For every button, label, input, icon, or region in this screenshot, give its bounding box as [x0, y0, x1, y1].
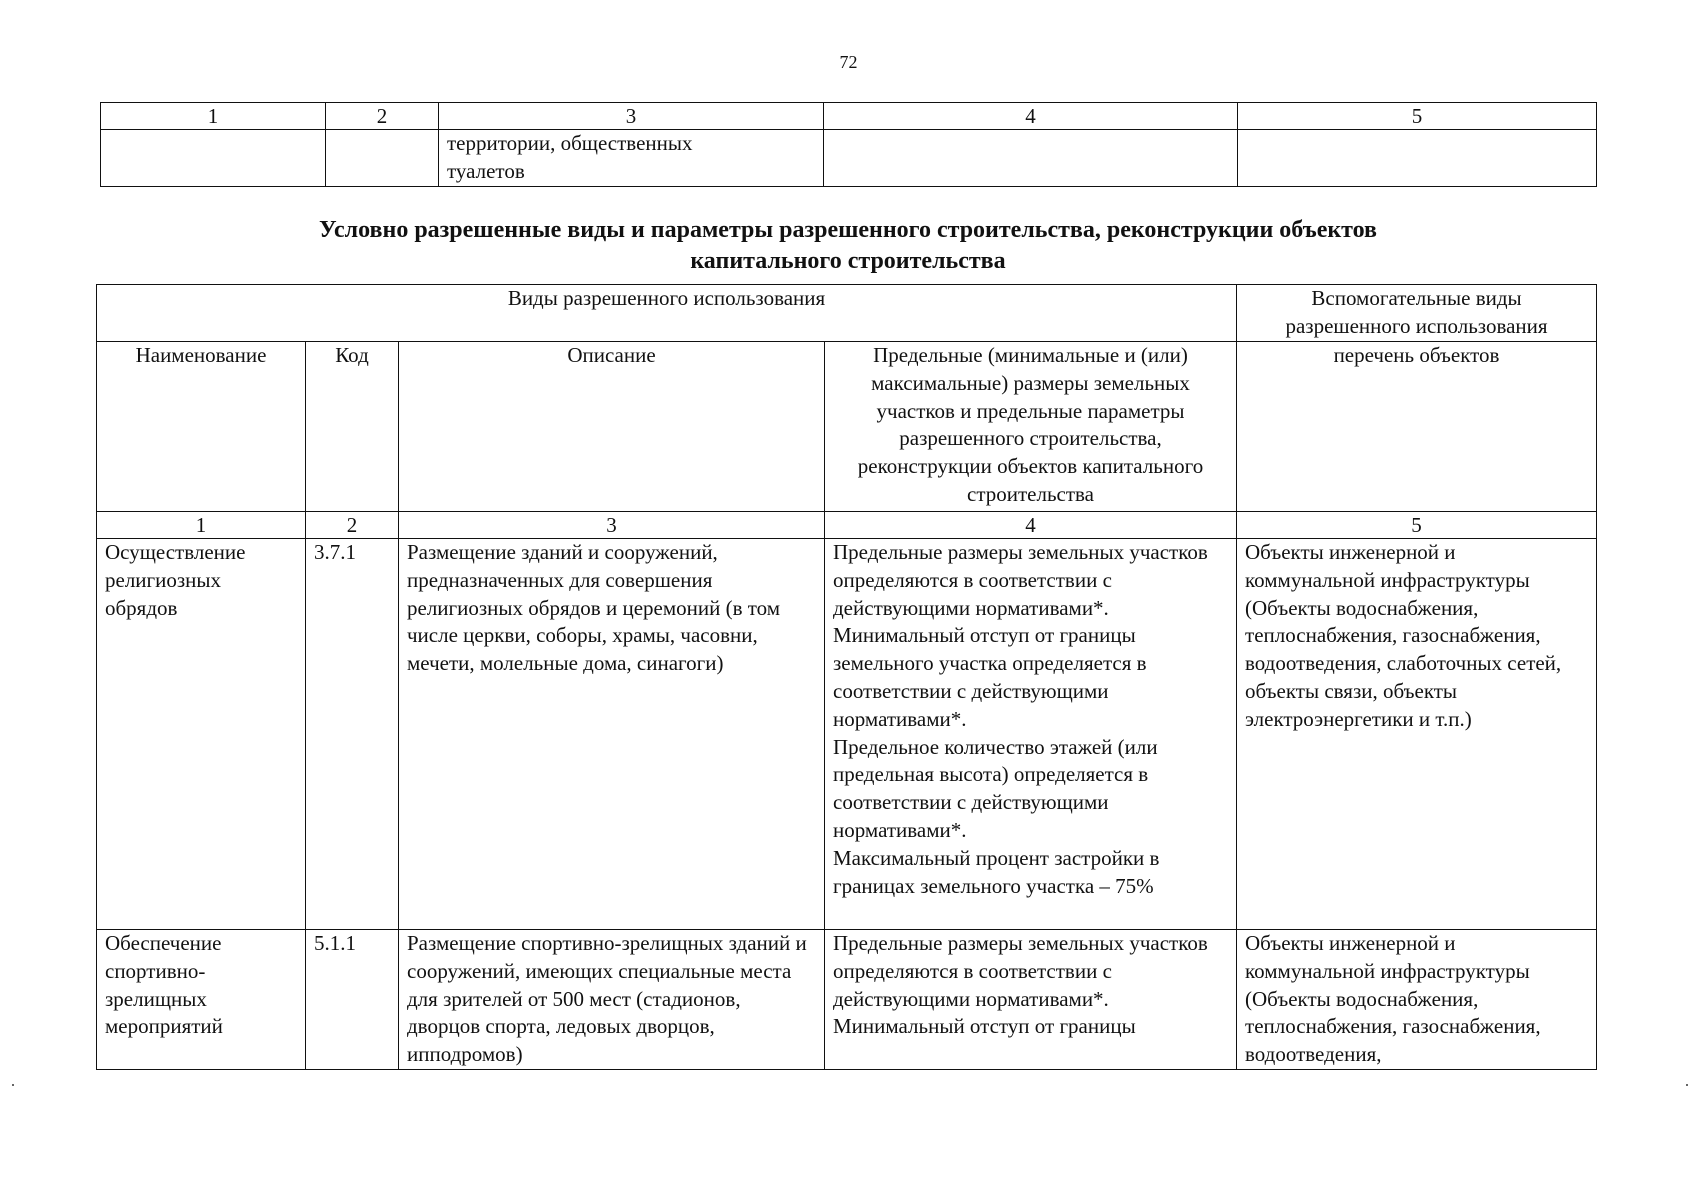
column-number: 1	[97, 512, 306, 539]
parameter-paragraph: Предельные размеры земельных участков определяются в соответствии с действующими нормативами*.	[833, 540, 1208, 620]
parameter-paragraph: Минимальный отступ от границы земельного участка определяется в соответствии с действующими нормативами*.	[833, 623, 1147, 731]
column-number-row	[101, 103, 1597, 130]
cell-parameters	[825, 930, 1237, 1070]
cell-aux-objects: Объекты инженерной и коммунальной инфраструктуры (Объекты водоснабжения, теплоснабжения, газоснабжения, водоотведения, слаботочных сетей, объекты связи, объекты электроэнергетики и т.п.)	[1237, 539, 1597, 930]
scan-speck	[1686, 1084, 1688, 1086]
table-cell	[1238, 130, 1597, 187]
cell-description: Размещение зданий и сооружений, предназначенных для совершения религиозных обрядов и церемоний (в том числе церкви, соборы, храмы, часовни, мечети, молельные дома, синагоги)	[399, 539, 825, 930]
table-cell	[326, 130, 439, 187]
column-header-row	[97, 342, 1597, 512]
header-code: Код	[306, 342, 399, 512]
column-number: 5	[1237, 512, 1597, 539]
column-number: 3	[439, 103, 824, 130]
group-header-main: Виды разрешенного использования	[97, 285, 1237, 342]
cell-name: Обеспечение спортивно-зрелищных мероприятий	[97, 930, 306, 1070]
parameter-paragraph: Минимальный отступ от границы	[833, 1014, 1136, 1039]
table-cell	[101, 130, 326, 187]
heading-line: Условно разрешенные виды и параметры разрешенного строительства, реконструкции объектов	[318, 217, 1378, 243]
group-header-row	[97, 285, 1597, 342]
column-number: 4	[824, 103, 1238, 130]
cell-code: 5.1.1	[306, 930, 399, 1070]
table-row	[97, 539, 1597, 930]
table-cell	[824, 130, 1238, 187]
conditional-use-table	[96, 284, 1597, 1070]
header-aux-objects: перечень объектов	[1237, 342, 1597, 512]
page-number: 72	[839, 52, 858, 72]
section-heading	[100, 215, 1596, 277]
header-name: Наименование	[97, 342, 306, 512]
heading-line: капитального строительства	[690, 248, 1006, 274]
cell-code: 3.7.1	[306, 539, 399, 930]
cell-name: Осуществление религиозных обрядов	[97, 539, 306, 930]
column-number-row	[97, 512, 1597, 539]
continuation-table	[100, 102, 1597, 187]
table-row	[97, 930, 1597, 1070]
table-cell: территории, общественных туалетов	[439, 130, 824, 187]
column-number: 3	[399, 512, 825, 539]
cell-parameters	[825, 539, 1237, 930]
scan-speck	[12, 1084, 14, 1086]
header-description: Описание	[399, 342, 825, 512]
parameter-paragraph: Максимальный процент застройки в границах земельного участка – 75%	[833, 845, 1160, 898]
parameter-paragraph: Предельные размеры земельных участков определяются в соответствии с действующими нормативами*.	[833, 931, 1208, 1011]
cell-aux-objects: Объекты инженерной и коммунальной инфраструктуры (Объекты водоснабжения, теплоснабжения, газоснабжения, водоотведения,	[1237, 930, 1597, 1070]
header-parameters: Предельные (минимальные и (или) максимальные) размеры земельных участков и предельные параметры разрешенного строительства, реконструкции объектов капитального строительства	[825, 342, 1237, 512]
column-number: 2	[326, 103, 439, 130]
column-number: 5	[1238, 103, 1597, 130]
cell-description: Размещение спортивно-зрелищных зданий и сооружений, имеющих специальные места для зрителей от 500 мест (стадионов, дворцов спорта, ледовых дворцов, ипподромов)	[399, 930, 825, 1070]
table-row	[101, 130, 1597, 187]
column-number: 2	[306, 512, 399, 539]
parameter-paragraph: Предельное количество этажей (или предельная высота) определяется в соответствии с действующими нормативами*.	[833, 734, 1158, 842]
group-header-aux: Вспомогательные виды разрешенного использования	[1237, 285, 1597, 342]
column-number: 4	[825, 512, 1237, 539]
column-number: 1	[101, 103, 326, 130]
